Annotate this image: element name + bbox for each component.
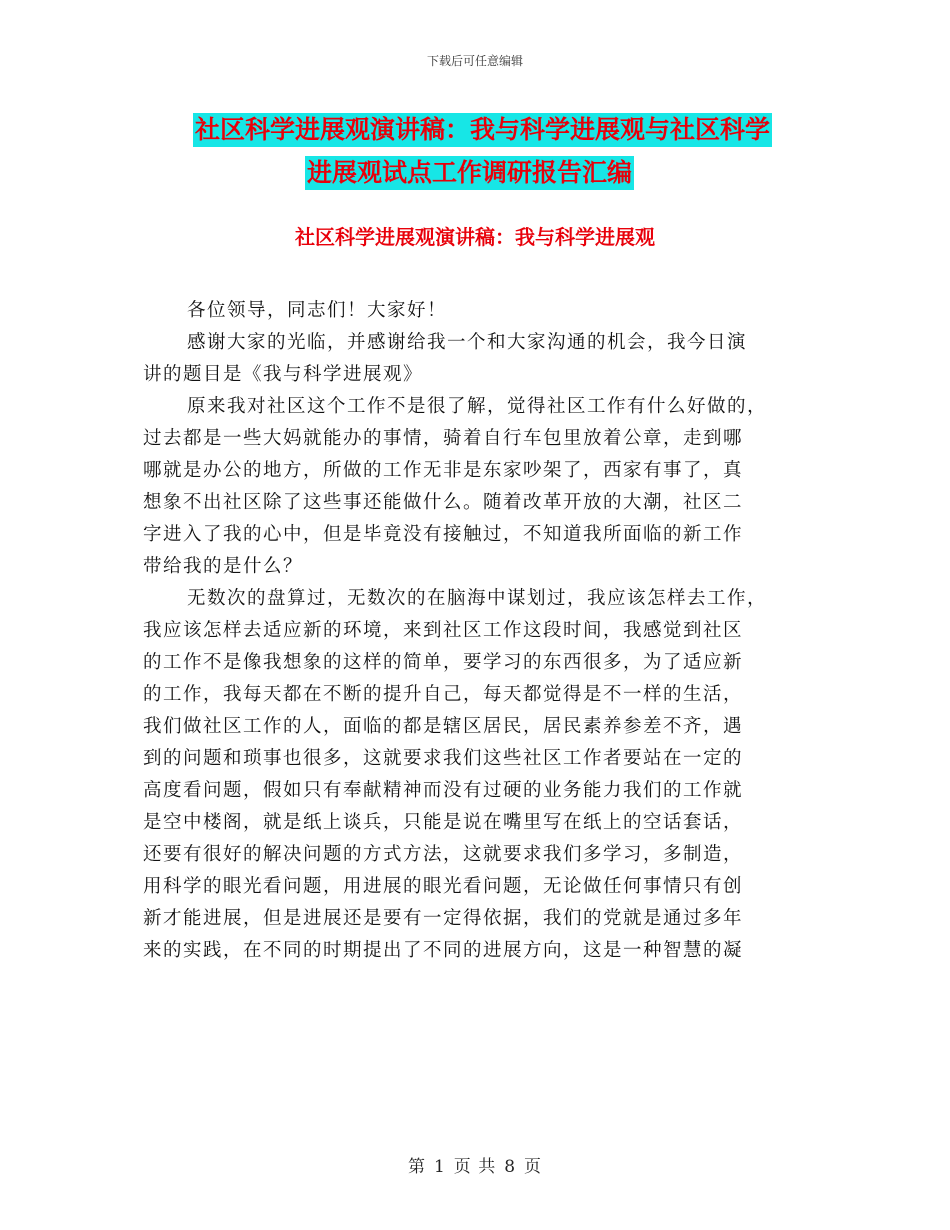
paragraph-line: 到的问题和琐事也很多，这就要求我们这些社区工作者要站在一定的 [143, 748, 744, 769]
paragraph-line: 想象不出社区除了这些事还能做什么。随着改革开放的大潮，社区二 [143, 492, 744, 513]
paragraph-line: 讲的题目是《我与科学进展观》 [143, 364, 424, 385]
paragraph-line: 无数次的盘算过，无数次的在脑海中谋划过，我应该怎样去工作， [187, 588, 768, 609]
footer-prefix: 第 [407, 1157, 426, 1177]
footer-suffix: 页 [524, 1157, 543, 1177]
total-pages-number: 8 [504, 1157, 517, 1177]
paragraph-line: 带给我的是什么？ [143, 556, 304, 577]
paragraph-line: 我们做社区工作的人，面临的都是辖区居民，居民素养参差不齐，遇 [143, 716, 744, 737]
document-title-line-1: 社区科学进展观演讲稿：我与科学进展观与社区科学 [193, 113, 772, 147]
section-subtitle: 社区科学进展观演讲稿：我与科学进展观 [295, 225, 655, 249]
paragraph-line: 用科学的眼光看问题，用进展的眼光看问题，无论做任何事情只有创 [143, 876, 744, 897]
paragraph-line: 是空中楼阁，就是纸上谈兵，只能是说在嘴里写在纸上的空话套话， [143, 812, 744, 833]
page-footer [0, 1152, 950, 1177]
document-title-line-2: 进展观试点工作调研报告汇编 [305, 156, 634, 190]
body-text [143, 295, 823, 967]
paragraph-line: 的工作不是像我想象的这样的简单，要学习的东西很多，为了适应新 [143, 652, 744, 673]
footer-middle: 页 共 [453, 1157, 497, 1177]
header-note: 下载后可任意编辑 [426, 54, 523, 68]
paragraph-line: 原来我对社区这个工作不是很了解，觉得社区工作有什么好做的， [187, 396, 768, 417]
paragraph-line: 高度看问题，假如只有奉献精神而没有过硬的业务能力我们的工作就 [143, 780, 744, 801]
paragraph-line: 来的实践，在不同的时期提出了不同的进展方向，这是一种智慧的凝 [143, 940, 744, 961]
paragraph-line: 新才能进展，但是进展还是要有一定得依据，我们的党就是通过多年 [143, 908, 744, 929]
paragraph-line: 还要有很好的解决问题的方式方法，这就要求我们多学习，多制造， [143, 844, 744, 865]
paragraph-line: 字进入了我的心中，但是毕竟没有接触过，不知道我所面临的新工作 [143, 524, 744, 545]
paragraph-line: 感谢大家的光临，并感谢给我一个和大家沟通的机会，我今日演 [187, 332, 748, 353]
paragraph-line: 我应该怎样去适应新的环境，来到社区工作这段时间，我感觉到社区 [143, 620, 744, 641]
paragraph-line: 过去都是一些大妈就能办的事情，骑着自行车包里放着公章，走到哪 [143, 428, 744, 449]
paragraph-line: 各位领导，同志们！大家好！ [187, 300, 448, 321]
paragraph-line: 哪就是办公的地方，所做的工作无非是东家吵架了，西家有事了，真 [143, 460, 744, 481]
current-page-number: 1 [433, 1157, 446, 1177]
paragraph-line: 的工作，我每天都在不断的提升自己，每天都觉得是不一样的生活， [143, 684, 744, 705]
